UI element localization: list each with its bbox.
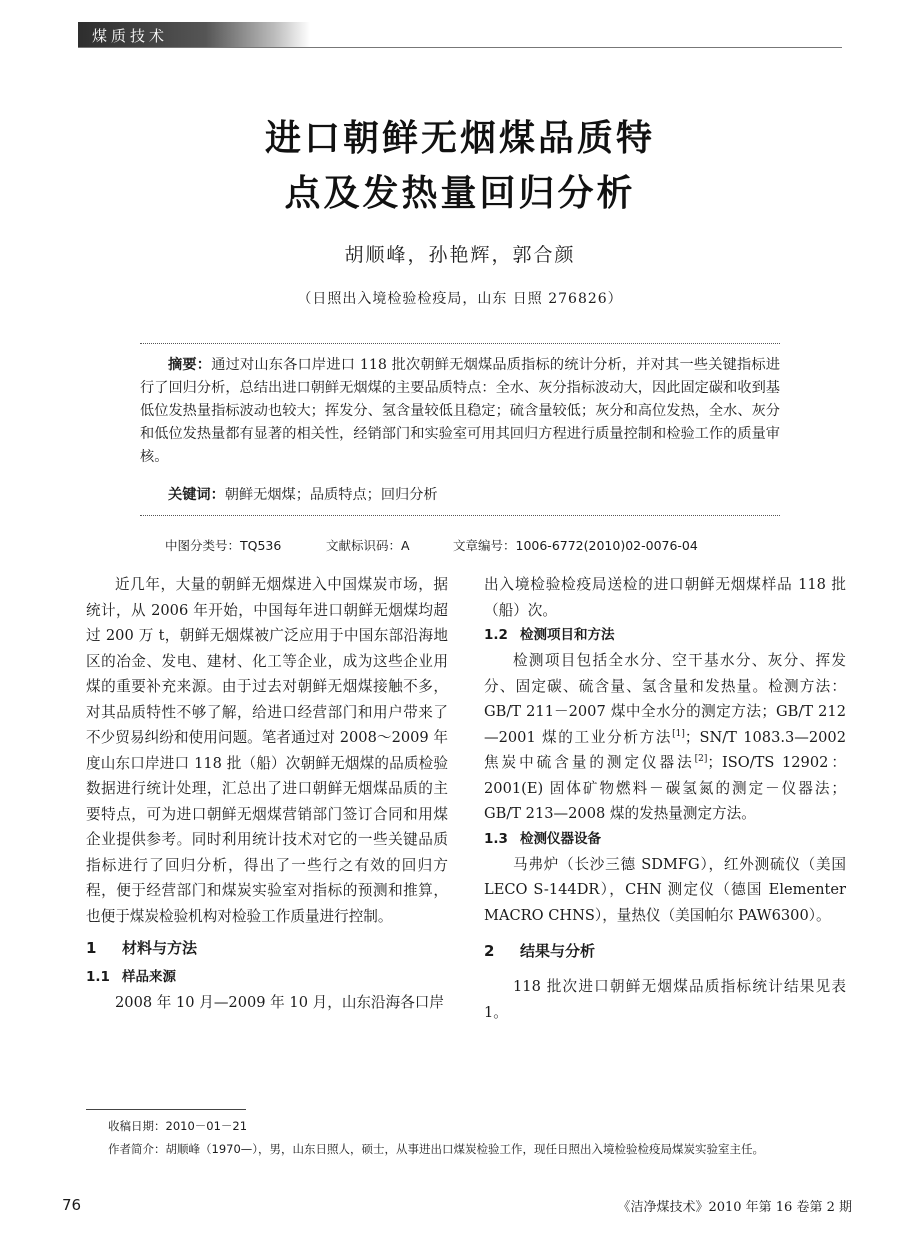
section-1-3-text: 马弗炉（长沙三德 SDMFG），红外测硫仪（美国 LECO S-144DR），CHN 测定仪（德国 Elementer MACRO CHNS），量热仪（美国帕尔 PAW6300）。 bbox=[484, 855, 846, 924]
title-line-1: 进口朝鲜无烟煤品质特 bbox=[264, 118, 655, 159]
section-1-1-text-end: 出入境检验检疫局送检的进口朝鲜无烟煤样品 118 批（船）次。 bbox=[484, 576, 846, 619]
title-line-2: 点及发热量回归分析 bbox=[284, 173, 636, 214]
reference-1: [1] bbox=[672, 728, 685, 739]
left-column bbox=[86, 572, 448, 1016]
article-number: 文章编号：1006-6772(2010)02-0076-04 bbox=[453, 538, 698, 553]
abstract-bottom-rule bbox=[140, 515, 780, 516]
header-rule bbox=[78, 47, 842, 48]
intro-paragraph: 近几年，大量的朝鲜无烟煤进入中国煤炭市场，据统计，从 2006 年开始，中国每年进口朝鲜无烟煤均超过 200 万 t，朝鲜无烟煤被广泛应用于中国东部沿海地区的冶金、发电、建材、化工等企业，成为这些企业用煤的重要补充来源。由于过去对朝鲜无烟煤接触不多，对其品质特性不够了解，给进口经营部门和用户带来了不少贸易纠纷和使用问题。笔者通过对 2008～2009 年度山东口岸进口 118 批（船）次朝鲜无烟煤的品质检验数据进行统计处理，汇总出了进口朝鲜无烟煤品质的主要特点，可为进口朝鲜无烟煤营销部门签订合同和用煤企业提供参考。同时利用统计技术对它的一些关键品质指标进行了回归分析，得出了一些行之有效的回归方程，便于经营部门和煤炭实验室对指标的预测和推算，也便于煤炭检验机构对检验工作质量进行控制。 bbox=[86, 576, 448, 925]
keywords bbox=[140, 484, 780, 507]
keywords-text: 朝鲜无烟煤；品质特点；回归分析 bbox=[224, 487, 438, 503]
section-1-1-text-start: 2008 年 10 月—2009 年 10 月，山东沿海各口岸 bbox=[115, 994, 444, 1011]
affiliation: （日照出入境检验检疫局，山东 日照 276826） bbox=[297, 291, 623, 307]
clc-number: 中图分类号：TQ536 bbox=[165, 538, 282, 553]
section-1-2-text: 检测项目包括全水分、空干基水分、灰分、挥发分、固定碳、硫含量、氢含量和发热量。检测方法：GB/T 211－2007 煤中全水分的测定方法；GB/T 212—2001 煤的工业分析方法[1]；SN/T 1083.3—2002 焦炭中硫含量的测定仪器法[2]；ISO/TS 12902：2001(E) 固体矿物燃料－碳氢氮的测定－仪器法；GB/T 213—2008 煤的发热量测定方法。 bbox=[484, 652, 847, 822]
abstract-text: 通过对山东各口岸进口 118 批次朝鲜无烟煤品质指标的统计分析，并对其一些关键指标进行了回归分析，总结出进口朝鲜无烟煤的主要品质特点：全水、灰分指标波动大，因此固定碳和收到基低位发热量指标波动也较大；挥发分、氢含量较低且稳定；硫含量较低；灰分和高位发热，全水、灰分和低位发热量都有显著的相关性，经销部门和实验室可用其回归方程进行质量控制和检验工作的质量审核。 bbox=[140, 357, 780, 465]
authors: 胡顺峰，孙艳辉，郭合颜 bbox=[344, 244, 576, 266]
author-bio: 作者简介：胡顺峰（1970—），男，山东日照人，硕士，从事进出口煤炭检验工作，现任日照出入境检验检疫局煤炭实验室主任。 bbox=[108, 1142, 765, 1156]
document-code: 文献标识码：A bbox=[326, 538, 410, 553]
keywords-label: 关键词： bbox=[168, 487, 225, 503]
received-date: 收稿日期：2010－01－21 bbox=[108, 1119, 248, 1133]
section-label: 煤质技术 bbox=[92, 27, 169, 45]
right-column bbox=[484, 572, 846, 1025]
section-tag bbox=[78, 22, 310, 48]
journal-info: 《洁净煤技术》2010 年第 16 卷第 2 期 bbox=[617, 1200, 852, 1215]
section-1-1-heading: 1.1 样品来源 bbox=[86, 969, 176, 985]
section-2-text: 118 批次进口朝鲜无烟煤品质指标统计结果见表1。 bbox=[484, 978, 846, 1021]
abstract bbox=[140, 354, 780, 469]
section-1-3-heading: 1.3 检测仪器设备 bbox=[484, 830, 601, 847]
section-1-2-heading: 1.2 检测项目和方法 bbox=[484, 627, 615, 643]
page-number: 76 bbox=[62, 1196, 82, 1214]
footnote-rule bbox=[86, 1109, 246, 1110]
abstract-label: 摘要： bbox=[168, 357, 212, 373]
section-2-heading: 2 结果与分析 bbox=[484, 942, 596, 960]
reference-2: [2] bbox=[694, 754, 708, 765]
abstract-top-rule bbox=[140, 343, 780, 344]
section-1-heading: 1 材料与方法 bbox=[86, 939, 198, 957]
